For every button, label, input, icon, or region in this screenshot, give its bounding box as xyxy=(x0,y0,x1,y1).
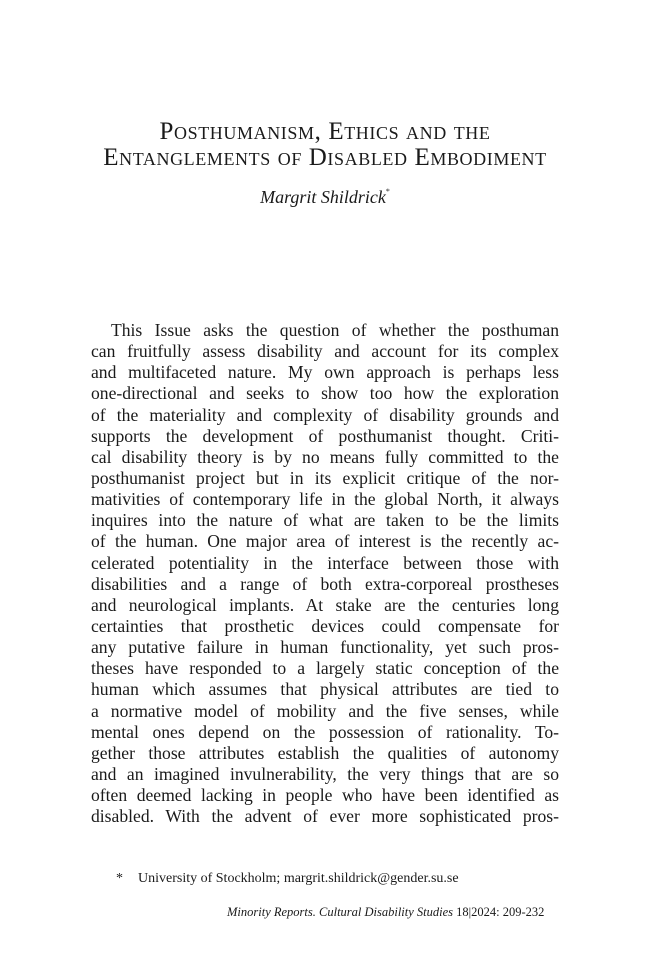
body-line: and an imagined invulnerability, the very things that are so xyxy=(91,763,559,784)
article-body xyxy=(91,320,559,827)
body-line: human which assumes that physical attributes are tied to xyxy=(91,679,559,700)
body-line: disabilities and a range of both extra-corporeal prostheses xyxy=(91,573,559,594)
body-line: can fruitfully assess disability and account for its complex xyxy=(91,341,559,362)
author-name xyxy=(0,187,650,208)
body-line: and neurological implants. At stake are the centuries long xyxy=(91,594,559,615)
journal-name: Minority Reports. Cultural Disability Studies xyxy=(227,905,454,919)
body-line: one-directional and seeks to show too how the exploration xyxy=(91,383,559,404)
journal-citation xyxy=(227,905,544,920)
article-title-line-2: Entanglements of Disabled Embodiment xyxy=(103,144,547,171)
body-line: This Issue asks the question of whether the posthuman xyxy=(111,320,559,340)
body-line: gether those attributes establish the qualities of autonomy xyxy=(91,742,559,763)
body-line: and multifaceted nature. My own approach is perhaps less xyxy=(91,362,559,383)
article-title-line-1: Posthumanism, Ethics and the xyxy=(159,118,491,145)
author-footnote-mark: * xyxy=(385,187,390,196)
journal-issue-pages: 18|2024: 209-232 xyxy=(453,905,545,919)
body-line: supports the development of posthumanist thought. Criti- xyxy=(91,425,559,446)
author-name-text: Margrit Shildrick xyxy=(260,187,386,207)
body-line: cal disability theory is by no means fully committed to the xyxy=(91,446,559,467)
body-line: posthumanist project but in its explicit critique of the nor- xyxy=(91,467,559,488)
body-line: mental ones depend on the possession of rationality. To- xyxy=(91,721,559,742)
footnote xyxy=(116,871,459,887)
body-line: of the materiality and complexity of disability grounds and xyxy=(91,404,559,425)
body-line: inquires into the nature of what are taken to be the limits xyxy=(91,510,559,531)
body-line: mativities of contemporary life in the global North, it always xyxy=(91,489,559,510)
body-line: disabled. With the advent of ever more sophisticated pros- xyxy=(91,806,559,827)
footnote-text: University of Stockholm; margrit.shildrick@gender.su.se xyxy=(138,871,459,886)
body-line: theses have responded to a largely static conception of the xyxy=(91,658,559,679)
body-line: of the human. One major area of interest is the recently ac- xyxy=(91,531,559,552)
body-line: any putative failure in human functionality, yet such pros- xyxy=(91,637,559,658)
body-line: celerated potentiality in the interface between those with xyxy=(91,552,559,573)
body-line: often deemed lacking in people who have been identified as xyxy=(91,785,559,806)
footnote-mark: * xyxy=(116,871,123,886)
body-line: certainties that prosthetic devices could compensate for xyxy=(91,615,559,636)
body-line: a normative model of mobility and the five senses, while xyxy=(91,700,559,721)
